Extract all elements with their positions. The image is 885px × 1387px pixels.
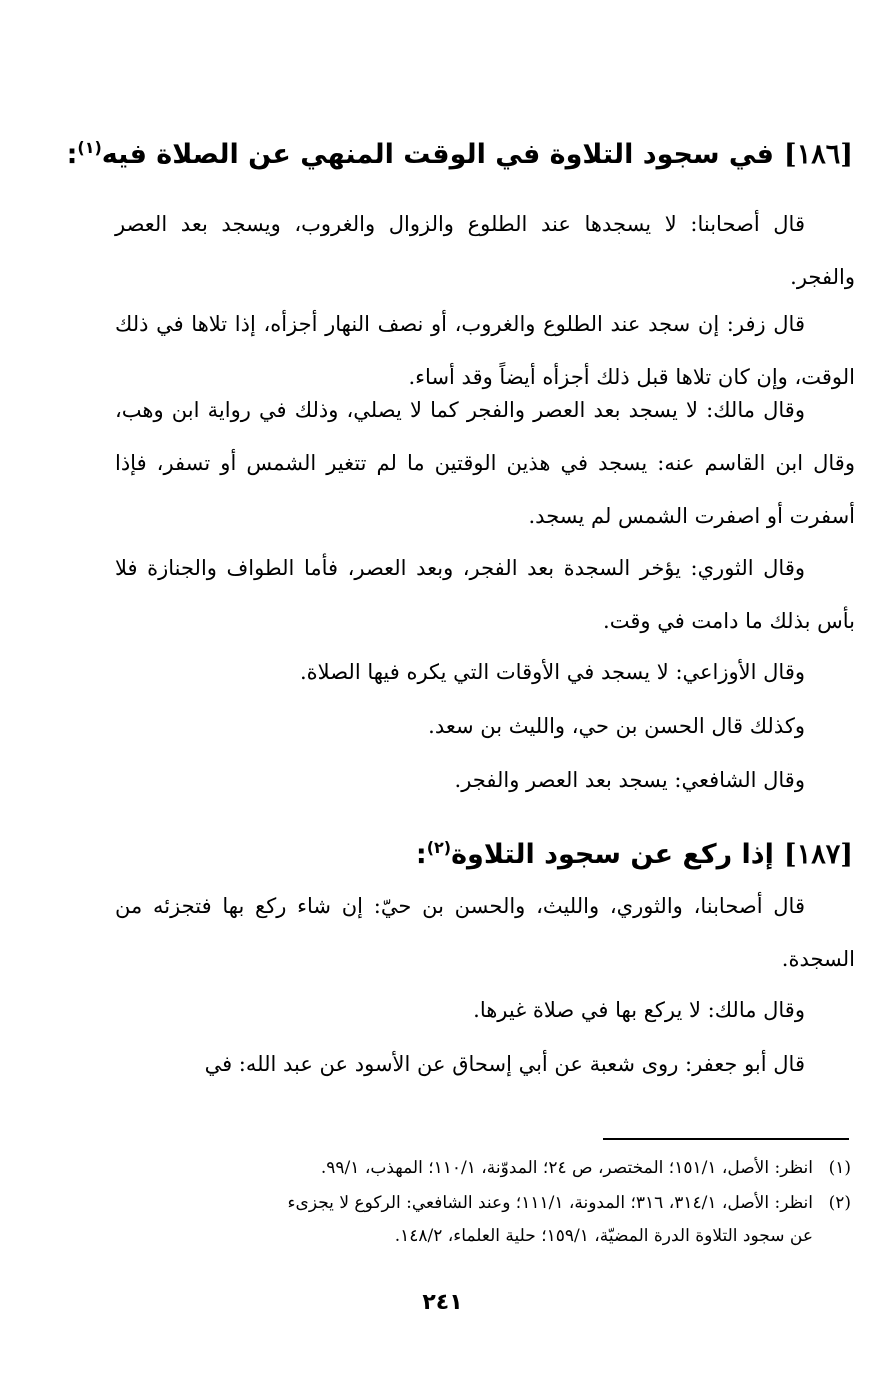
footnote-separator — [603, 1138, 849, 1140]
paragraph — [115, 1038, 855, 1091]
footnote-text: انظر: الأصل، ١٥١/١؛ المختصر، ص ٢٤؛ المدوّنة، ١١٠/١؛ المهذب، ٩٩/١. — [320, 1158, 813, 1178]
paragraph-text: قال زفر: إن سجد عند الطلوع والغروب، أو نصف النهار أجزأه، إذا تلاها في ذلك الوقت، وإن كان تلاها قبل ذلك أجزأه أيضاً وقد أساء. — [115, 312, 855, 389]
paragraph — [115, 880, 855, 986]
heading-colon: : — [415, 839, 427, 870]
paragraph — [115, 198, 855, 304]
paragraph — [115, 700, 855, 753]
paragraph — [115, 754, 855, 807]
footnote-number: (٢) — [828, 1193, 851, 1213]
paragraph — [115, 984, 855, 1037]
paragraph-text: قال أصحابنا، والثوري، والليث، والحسن بن حيّ: إن شاء ركع بها فتجزئه من السجدة. — [115, 894, 855, 971]
footnote-ref: (١) — [77, 138, 102, 157]
footnote-1 — [36, 1152, 851, 1185]
paragraph — [115, 542, 855, 648]
footnote-2 — [36, 1187, 851, 1253]
paragraph-text: قال أصحابنا: لا يسجدها عند الطلوع والزوال والغروب، ويسجد بعد العصر والفجر. — [115, 212, 855, 289]
section-title: في سجود التلاوة في الوقت المنهي عن الصلاة فيه — [101, 139, 774, 170]
paragraph-text: قال أبو جعفر: روى شعبة عن أبي إسحاق عن الأسود عن عبد الله: في — [204, 1052, 805, 1076]
section-heading-187 — [93, 828, 853, 875]
page-number: ٢٤١ — [422, 1290, 463, 1315]
section-number: [١٨٦] — [783, 139, 853, 170]
footnote-continuation: عن سجود التلاوة الدرة المضيّة، ١٥٩/١؛ حلية العلماء، ١٤٨/٢. — [394, 1226, 813, 1246]
paragraph-text: وقال الشافعي: يسجد بعد العصر والفجر. — [454, 768, 805, 792]
footnote-number: (١) — [828, 1158, 851, 1178]
footnote-ref: (٢) — [426, 838, 452, 857]
paragraph-text: وكذلك قال الحسن بن حي، والليث بن سعد. — [428, 714, 805, 738]
paragraph-text: وقال الأوزاعي: لا يسجد في الأوقات التي يكره فيها الصلاة. — [300, 660, 805, 684]
paragraph — [115, 384, 855, 543]
paragraph-text: وقال مالك: لا يركع بها في صلاة غيرها. — [473, 998, 805, 1022]
paragraph — [115, 646, 855, 699]
paragraph-text: وقال الثوري: يؤخر السجدة بعد الفجر، وبعد العصر، فأما الطواف والجنازة فلا بأس بذلك ما دامت في وقت. — [115, 556, 855, 633]
heading-colon: : — [66, 139, 78, 170]
section-heading-186 — [66, 128, 853, 175]
paragraph-text: وقال مالك: لا يسجد بعد العصر والفجر كما لا يصلي، وذلك في رواية ابن وهب، وقال ابن القاسم عنه: يسجد في هذين الوقتين ما لم تتغير الشمس أو تسفر، فإذا أسفرت أو اصفرت الشمس لم يسجد. — [115, 398, 855, 528]
footnote-text: انظر: الأصل، ٣١٤/١، ٣١٦؛ المدونة، ١١١/١؛ وعند الشافعي: الركوع لا يجزىء — [287, 1193, 813, 1213]
section-title: إذا ركع عن سجود التلاوة — [451, 839, 774, 870]
section-number: [١٨٧] — [783, 839, 853, 870]
